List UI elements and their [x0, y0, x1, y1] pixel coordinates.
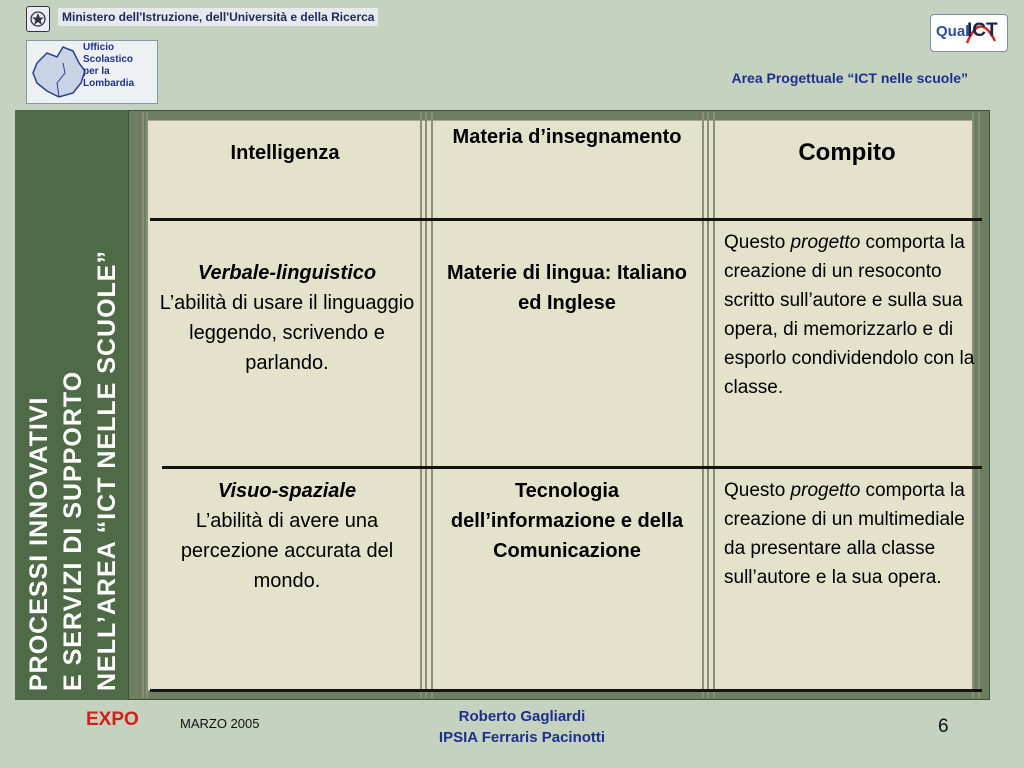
lombardy-map-icon — [29, 43, 89, 101]
column-divider — [702, 112, 704, 698]
header-intelligence: Intelligenza — [230, 142, 340, 164]
author-block — [390, 706, 654, 748]
table-row-2-intelligence — [156, 476, 418, 596]
column-divider — [978, 112, 980, 698]
qualict-logo — [930, 14, 1008, 52]
row-divider — [150, 689, 982, 692]
author-name: Roberto Gagliardi — [458, 708, 586, 725]
intelligence-title: Verbale-linguistico — [197, 262, 377, 284]
table-row-2-task — [724, 476, 976, 592]
page-number: 6 — [938, 716, 949, 737]
school-name: IPSIA Ferraris Pacinotti — [438, 729, 606, 746]
task-rest: comporta la creazione di un multimediale da presentare alla classe sull’autore e la sua opera. — [724, 480, 965, 588]
header-subject: Materia d’insegnamento — [452, 126, 682, 148]
event-date: MARZO 2005 — [180, 716, 260, 731]
intelligence-description: L’abilità di usare il linguaggio leggendo, scrivendo e parlando. — [159, 292, 415, 374]
office-logo-line: Scolastico — [83, 54, 134, 65]
office-logo-line: Ufficio — [83, 42, 115, 53]
row-divider — [150, 218, 982, 221]
column-divider — [146, 112, 148, 698]
table-row-1-subject: Materie di lingua: Italiano ed Inglese — [446, 262, 688, 314]
column-divider — [972, 112, 974, 698]
qualict-logo-suffix: ICT — [967, 20, 998, 41]
row-divider — [162, 466, 982, 469]
intelligence-title: Visuo-spaziale — [217, 480, 357, 502]
column-divider — [425, 112, 427, 698]
office-logo-line: Lombardia — [83, 78, 135, 89]
table-body — [146, 120, 974, 691]
task-lead: Questo — [724, 232, 791, 253]
office-logo — [26, 40, 158, 104]
table-row-1-task — [724, 228, 976, 402]
side-banner-line: E SERVIZI DI SUPPORTO — [59, 370, 87, 691]
republic-emblem-icon — [26, 6, 50, 32]
task-rest: comporta la creazione di un resoconto scritto sull’autore e sulla sua opera, di memorizzarlo e di esporlo condividendolo con la classe. — [724, 232, 975, 398]
column-divider — [431, 112, 433, 698]
ministry-banner: Ministero dell'Istruzione, dell'Università e della Ricerca — [58, 8, 378, 26]
column-divider — [420, 112, 422, 698]
column-divider — [142, 112, 144, 698]
intelligence-description: L’abilità di avere una percezione accurata del mondo. — [180, 510, 394, 592]
header-task: Compito — [798, 139, 896, 166]
side-banner-line: NELL’AREA “ICT NELLE SCUOLE” — [93, 250, 121, 691]
column-divider — [713, 112, 715, 698]
office-logo-line: per la — [83, 66, 110, 77]
side-banner-text — [22, 121, 124, 691]
task-keyword: progetto — [790, 232, 861, 253]
qualict-logo-prefix: Qual — [936, 23, 970, 40]
area-title: Area Progettuale “ICT nelle scuole” — [731, 70, 968, 86]
task-lead: Questo — [724, 480, 791, 501]
table-row-2-subject: Tecnologia dell’informazione e della Comunicazione — [450, 480, 684, 562]
table-row-1-intelligence — [156, 258, 418, 378]
side-banner-line: PROCESSI INNOVATIVI — [25, 396, 53, 691]
column-divider — [707, 112, 709, 698]
task-keyword: progetto — [790, 480, 861, 501]
event-label: EXPO — [86, 709, 139, 730]
